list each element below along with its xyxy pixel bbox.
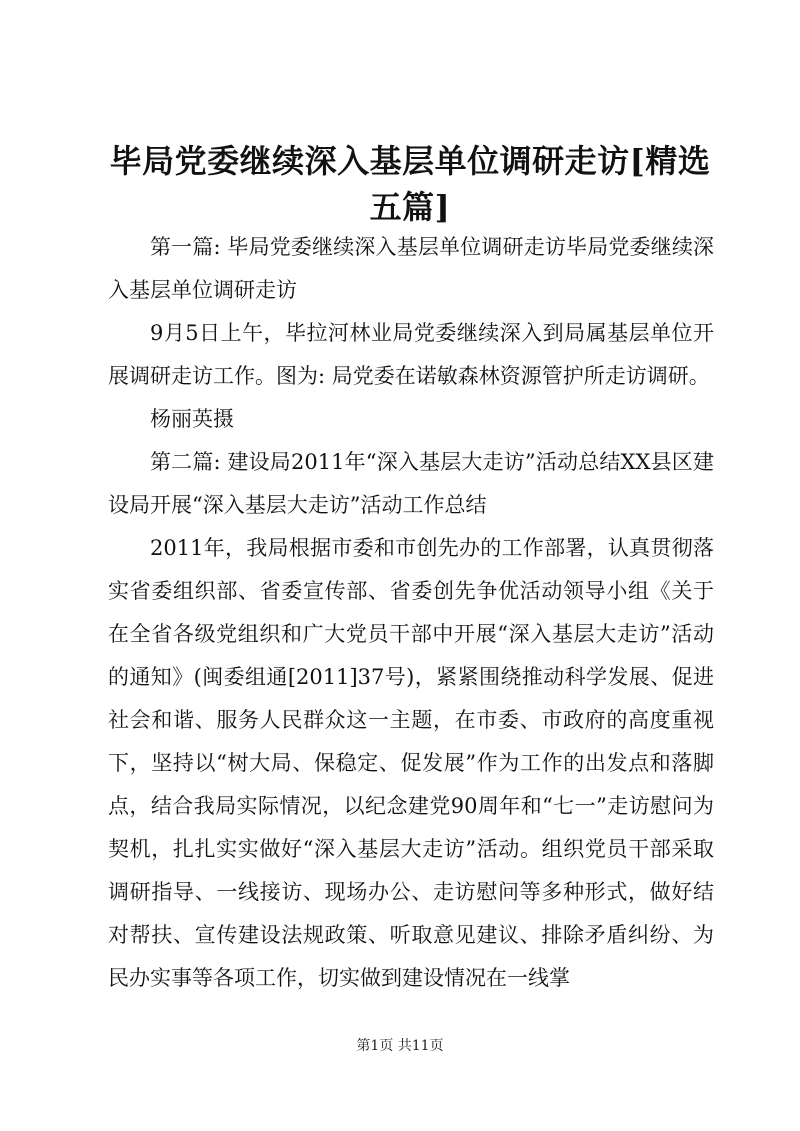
paragraph-section-two-heading: 第二篇: 建设局2011年“深入基层大走访”活动总结XX县区建设局开展“深入基层大走访”活动工作总结 [108, 450, 714, 517]
paragraph-summary-body: 2011年，我局根据市委和市创先办的工作部署，认真贯彻落实省委组织部、省委宣传部、省委创先争优活动领导小组《关于在全省各级党组织和广大党员干部中开展“深入基层大走访”活动的通知》(闽委组通[2011]37号)，紧紧围绕推动科学发展、促进社会和谐、服务人民群众这一主题，在市委、市政府的高度重视下，坚持以“树大局、保稳定、促发展”作为工作的出发点和落脚点，结合我局实际情况，以纪念建党90周年和“七一”走访慰问为契机，扎扎实实做好“深入基层大走访”活动。组织党员干部采取调研指导、一线接访、现场办公、走访慰问等多种形式，做好结对帮扶、宣传建设法规政策、听取意见建议、排除矛盾纠纷、为民办实事等各项工作，切实做到建设情况在一线掌 [108, 536, 714, 990]
paragraph-photographer: 杨丽英摄 [150, 407, 234, 431]
document-title: 毕局党委继续深入基层单位调研走访[精选五篇] [109, 142, 711, 226]
paragraph-visit-report: 9月5日上午，毕拉河林业局党委继续深入到局属基层单位开展调研走访工作。图为: 局党委在诺敏森林资源管护所走访调研。 [108, 321, 714, 388]
paragraph-section-one-heading: 第一篇: 毕局党委继续深入基层单位调研走访毕局党委继续深入基层单位调研走访 [108, 235, 714, 302]
document-body [108, 226, 714, 1000]
page-footer: 第1页 共11页 [356, 1038, 444, 1054]
